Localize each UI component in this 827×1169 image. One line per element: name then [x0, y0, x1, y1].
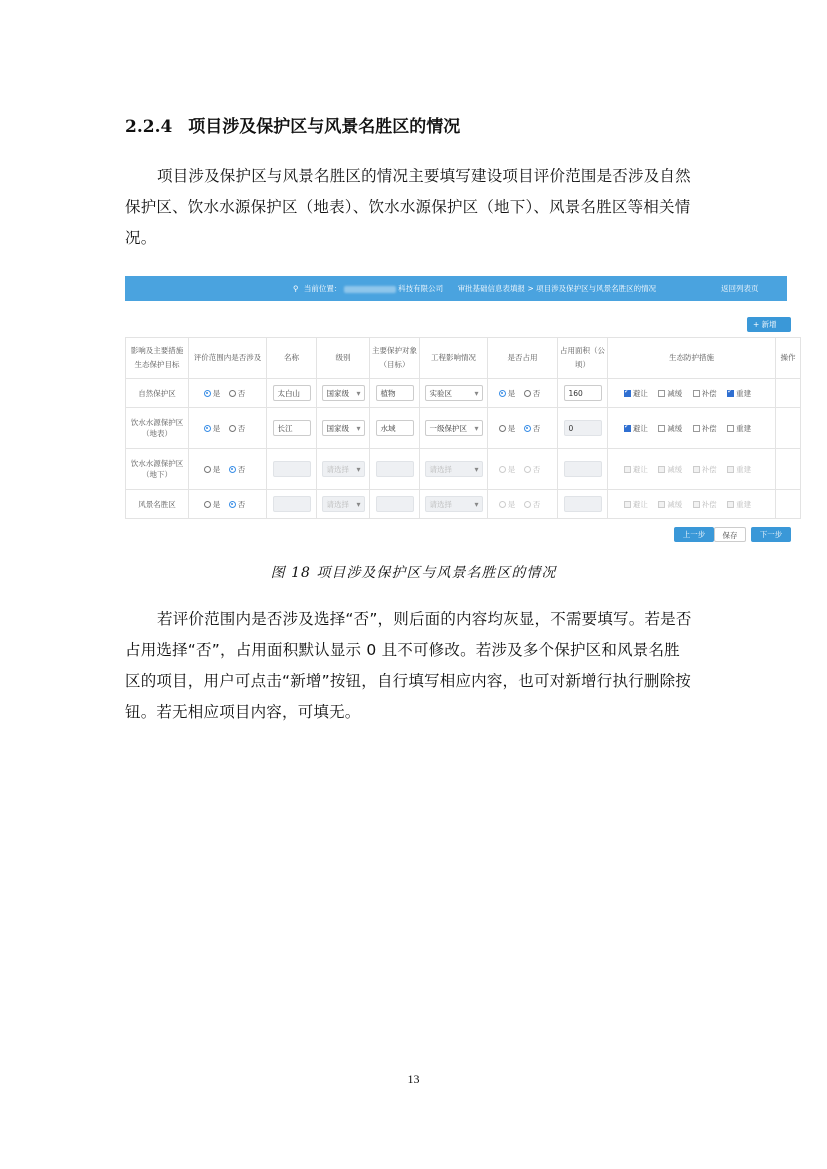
- radio-no-label: 否: [237, 423, 246, 433]
- object-input[interactable]: 水域: [376, 420, 414, 436]
- measure-label: 减缓: [667, 464, 683, 474]
- measure-rebuild-checkbox: [727, 501, 734, 508]
- area-input[interactable]: 160: [564, 385, 602, 401]
- level-select: 请选择 ▾: [322, 461, 365, 477]
- location-label: 当前位置：: [303, 284, 342, 293]
- measure-label: 避让: [632, 423, 648, 433]
- save-button[interactable]: 保存: [714, 527, 746, 542]
- occupy-no-radio: [524, 501, 531, 508]
- table-header-row: [126, 338, 801, 379]
- radio-no-label: 否: [532, 388, 541, 398]
- radio-no-label: 否: [532, 464, 541, 474]
- location-pin-icon: ⚲: [293, 284, 299, 293]
- measures-checkbox-group: [608, 490, 776, 519]
- measure-mitigate-checkbox[interactable]: [658, 390, 665, 397]
- table-row: [126, 449, 801, 490]
- col-header-name: 名称: [267, 338, 317, 379]
- explanation-paragraph: 若评价范围内是否涉及选择“否”，则后面的内容均灰显，不需要填写。若是否占用选择“否”，占用面积默认显示 0 且不可修改。若涉及多个保护区和风景名胜区的项目，用户可点击“新增”按钮，自行填写相应内容，也可对新增行执行删除按钮。若无相应项目内容，可填无。: [125, 610, 692, 721]
- measures-checkbox-group: [608, 449, 776, 490]
- section-number: 2.2.4: [125, 117, 173, 137]
- measure-rebuild-checkbox[interactable]: [727, 425, 734, 432]
- prev-step-button[interactable]: 上一步: [674, 527, 714, 542]
- involved-radio-group: [189, 408, 267, 449]
- row-actions: [776, 490, 801, 519]
- measure-rebuild-checkbox: [727, 466, 734, 473]
- top-bar: [125, 276, 787, 301]
- col-header-measures: 生态防护措施: [608, 338, 776, 379]
- add-row-button[interactable]: + 新增: [747, 317, 791, 332]
- radio-no-label: 否: [237, 499, 246, 509]
- measure-label: 补偿: [701, 499, 717, 509]
- col-header-target: 影响及主要措施生态保护目标: [126, 338, 189, 379]
- radio-yes-label: 是: [212, 388, 221, 398]
- radio-yes-label: 是: [212, 423, 221, 433]
- occupy-yes-radio[interactable]: [499, 390, 506, 397]
- measure-label: 重建: [736, 464, 752, 474]
- measure-label: 重建: [736, 423, 752, 433]
- measure-label: 减缓: [667, 499, 683, 509]
- section-heading: [125, 112, 460, 137]
- col-header-object: 主要保护对象（目标）: [370, 338, 420, 379]
- breadcrumb-path[interactable]: 审批基础信息表填报 > 项目涉及保护区与风景名胜区的情况: [457, 284, 657, 293]
- measure-compensate-checkbox[interactable]: [693, 425, 700, 432]
- figure-caption: 图 18 项目涉及保护区与风景名胜区的情况: [270, 565, 557, 581]
- measure-compensate-checkbox: [693, 501, 700, 508]
- measure-label: 减缓: [667, 423, 683, 433]
- col-header-level: 级别: [317, 338, 370, 379]
- measure-label: 补偿: [701, 464, 717, 474]
- table-row: [126, 379, 801, 408]
- protected-area-table: [125, 337, 801, 519]
- row-target: 饮水水源保护区（地下）: [126, 449, 189, 490]
- radio-no-label: 否: [237, 388, 246, 398]
- col-header-actions: 操作: [776, 338, 801, 379]
- measure-label: 重建: [736, 388, 752, 398]
- level-select[interactable]: 国家级 ▾: [322, 420, 365, 436]
- name-input[interactable]: 长江: [273, 420, 311, 436]
- radio-no-label: 否: [237, 464, 246, 474]
- row-actions: [776, 408, 801, 449]
- col-header-involved: 评价范围内是否涉及: [189, 338, 267, 379]
- radio-yes-label: 是: [507, 388, 516, 398]
- object-input: [376, 461, 414, 477]
- measure-mitigate-checkbox: [658, 466, 665, 473]
- row-actions: [776, 379, 801, 408]
- involved-no-radio[interactable]: [229, 501, 236, 508]
- row-target: 风景名胜区: [126, 490, 189, 519]
- name-input: [273, 461, 311, 477]
- measure-mitigate-checkbox: [658, 501, 665, 508]
- measure-compensate-checkbox: [693, 466, 700, 473]
- form-screenshot: [125, 276, 796, 546]
- occupy-no-radio: [524, 466, 531, 473]
- occupy-no-radio[interactable]: [524, 425, 531, 432]
- object-input: [376, 496, 414, 512]
- occupy-no-radio[interactable]: [524, 390, 531, 397]
- occupy-radio-group: [488, 490, 558, 519]
- involved-no-radio[interactable]: [229, 390, 236, 397]
- involved-yes-radio[interactable]: [204, 390, 211, 397]
- area-input: [564, 461, 602, 477]
- measure-label: 避让: [632, 499, 648, 509]
- radio-no-label: 否: [532, 423, 541, 433]
- measure-label: 补偿: [701, 388, 717, 398]
- measure-avoid-checkbox[interactable]: [624, 425, 631, 432]
- impact-select: 请选择 ▾: [425, 461, 483, 477]
- radio-yes-label: 是: [212, 499, 221, 509]
- measure-label: 补偿: [701, 423, 717, 433]
- impact-select[interactable]: 一级保护区 ▾: [425, 420, 483, 436]
- involved-radio-group: [189, 379, 267, 408]
- involved-radio-group: [189, 449, 267, 490]
- breadcrumb: [293, 283, 656, 294]
- involved-radio-group: [189, 490, 267, 519]
- measure-label: 重建: [736, 499, 752, 509]
- involved-yes-radio[interactable]: [204, 466, 211, 473]
- name-input[interactable]: 太白山: [273, 385, 311, 401]
- back-to-list-link[interactable]: 返回列表页: [721, 284, 759, 293]
- row-actions: [776, 449, 801, 490]
- radio-yes-label: 是: [507, 499, 516, 509]
- radio-yes-label: 是: [212, 464, 221, 474]
- intro-paragraph: 项目涉及保护区与风景名胜区的情况主要填写建设项目评价范围是否涉及自然保护区、饮水水源保护区（地表）、饮水水源保护区（地下）、风景名胜区等相关情况。: [125, 167, 691, 247]
- measure-compensate-checkbox[interactable]: [693, 390, 700, 397]
- measure-avoid-checkbox: [624, 501, 631, 508]
- measure-label: 避让: [632, 388, 648, 398]
- redacted-company-prefix: [344, 286, 396, 293]
- occupy-yes-radio: [499, 501, 506, 508]
- area-input: [564, 496, 602, 512]
- occupy-yes-radio[interactable]: [499, 425, 506, 432]
- involved-yes-radio[interactable]: [204, 425, 211, 432]
- page-number: 13: [407, 1072, 420, 1086]
- name-input: [273, 496, 311, 512]
- next-step-button[interactable]: 下一步: [751, 527, 791, 542]
- measure-avoid-checkbox[interactable]: [624, 390, 631, 397]
- involved-no-radio[interactable]: [229, 425, 236, 432]
- object-input[interactable]: 植物: [376, 385, 414, 401]
- measure-label: 减缓: [667, 388, 683, 398]
- radio-yes-label: 是: [507, 423, 516, 433]
- impact-select[interactable]: 实验区 ▾: [425, 385, 483, 401]
- measure-mitigate-checkbox[interactable]: [658, 425, 665, 432]
- measure-label: 避让: [632, 464, 648, 474]
- measures-checkbox-group: [608, 408, 776, 449]
- occupy-radio-group: [488, 449, 558, 490]
- table-row: [126, 408, 801, 449]
- measure-avoid-checkbox: [624, 466, 631, 473]
- table-row: [126, 490, 801, 519]
- section-title: 项目涉及保护区与风景名胜区的情况: [188, 117, 461, 137]
- col-header-area: 占用面积（公顷）: [558, 338, 608, 379]
- col-header-occupy: 是否占用: [488, 338, 558, 379]
- measure-rebuild-checkbox[interactable]: [727, 390, 734, 397]
- involved-no-radio[interactable]: [229, 466, 236, 473]
- row-target: 自然保护区: [126, 379, 189, 408]
- occupy-radio-group: [488, 379, 558, 408]
- measures-checkbox-group: [608, 379, 776, 408]
- radio-yes-label: 是: [507, 464, 516, 474]
- radio-no-label: 否: [532, 499, 541, 509]
- company-name: 科技有限公司: [398, 284, 444, 293]
- level-select: 请选择 ▾: [322, 496, 365, 512]
- occupy-radio-group: [488, 408, 558, 449]
- row-target: 饮水水源保护区（地表）: [126, 408, 189, 449]
- impact-select: 请选择 ▾: [425, 496, 483, 512]
- area-input: 0: [564, 420, 602, 436]
- level-select[interactable]: 国家级 ▾: [322, 385, 365, 401]
- involved-yes-radio[interactable]: [204, 501, 211, 508]
- col-header-impact: 工程影响情况: [420, 338, 488, 379]
- occupy-yes-radio: [499, 466, 506, 473]
